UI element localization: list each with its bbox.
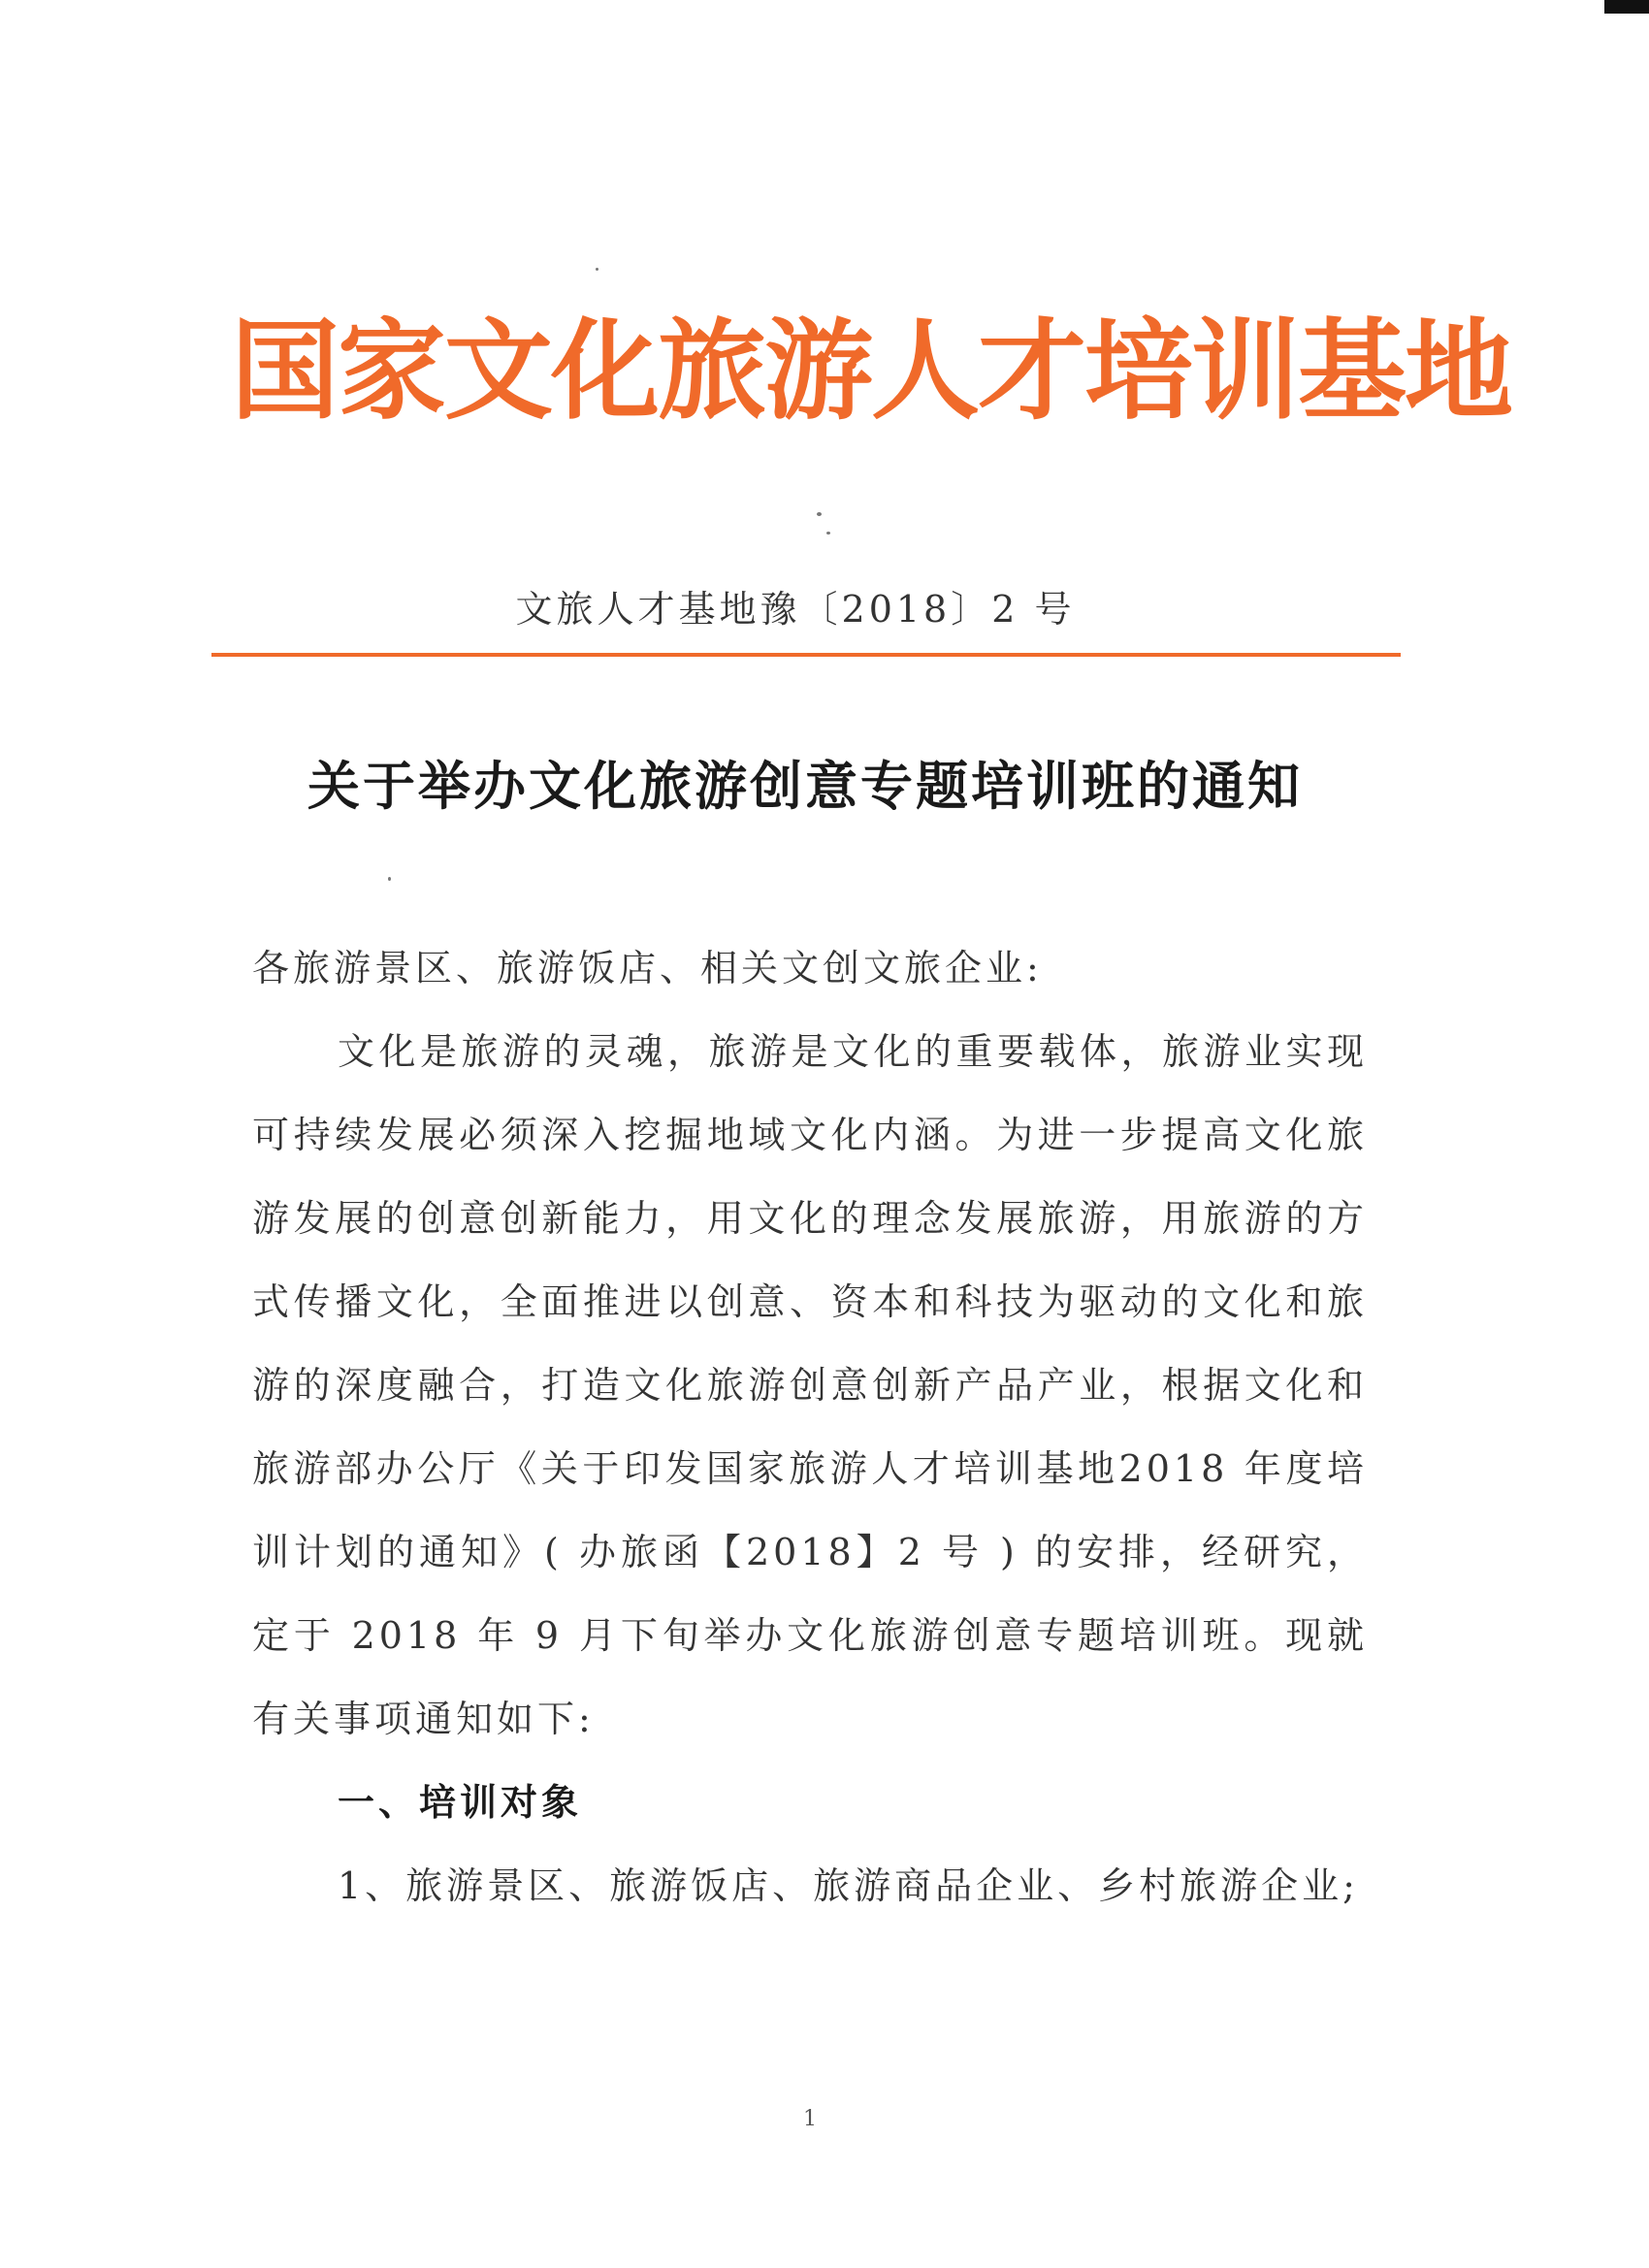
- section-heading-training-target: 一、培训对象: [338, 1781, 583, 1824]
- notice-title: 关于举办文化旅游创意专题培训班的通知: [307, 756, 1303, 817]
- scan-speck: [817, 512, 822, 516]
- scan-speck: [388, 877, 391, 881]
- salutation: 各旅游景区、旅游饭店、相关文创文旅企业:: [252, 947, 1043, 989]
- scan-edge-mark: [1604, 0, 1649, 14]
- header-divider: [211, 653, 1401, 657]
- page-number: 1: [803, 2107, 817, 2131]
- notice-body: [252, 926, 1368, 1928]
- list-item: 1、旅游景区、旅游饭店、旅游商品企业、乡村旅游企业;: [338, 1864, 1359, 1907]
- document-number: 文旅人才基地豫〔2018〕2 号: [515, 588, 1076, 631]
- scan-speck: [596, 268, 598, 271]
- institution-title: 国家文化旅游人才培训基地: [231, 308, 1511, 435]
- intro-paragraph: 文化是旅游的灵魂，旅游是文化的重要载体，旅游业实现可持续发展必须深入挖掘地域文化内涵。为进一步提高文化旅游发展的创意创新能力，用文化的理念发展旅游，用旅游的方式传播文化，全面推进以创意、资本和科技为驱动的文化和旅游的深度融合，打造文化旅游创意创新产品产业，根据文化和旅游部办公厅《关于印发国家旅游人才培训基地2018 年度培训计划的通知》( 办旅函【2018】2 号 ) 的安排，经研究，定于 2018 年 9 月下旬举办文化旅游创意专题培训班。现就有关事项通知如下:: [252, 1030, 1368, 1740]
- scan-speck: [826, 532, 830, 535]
